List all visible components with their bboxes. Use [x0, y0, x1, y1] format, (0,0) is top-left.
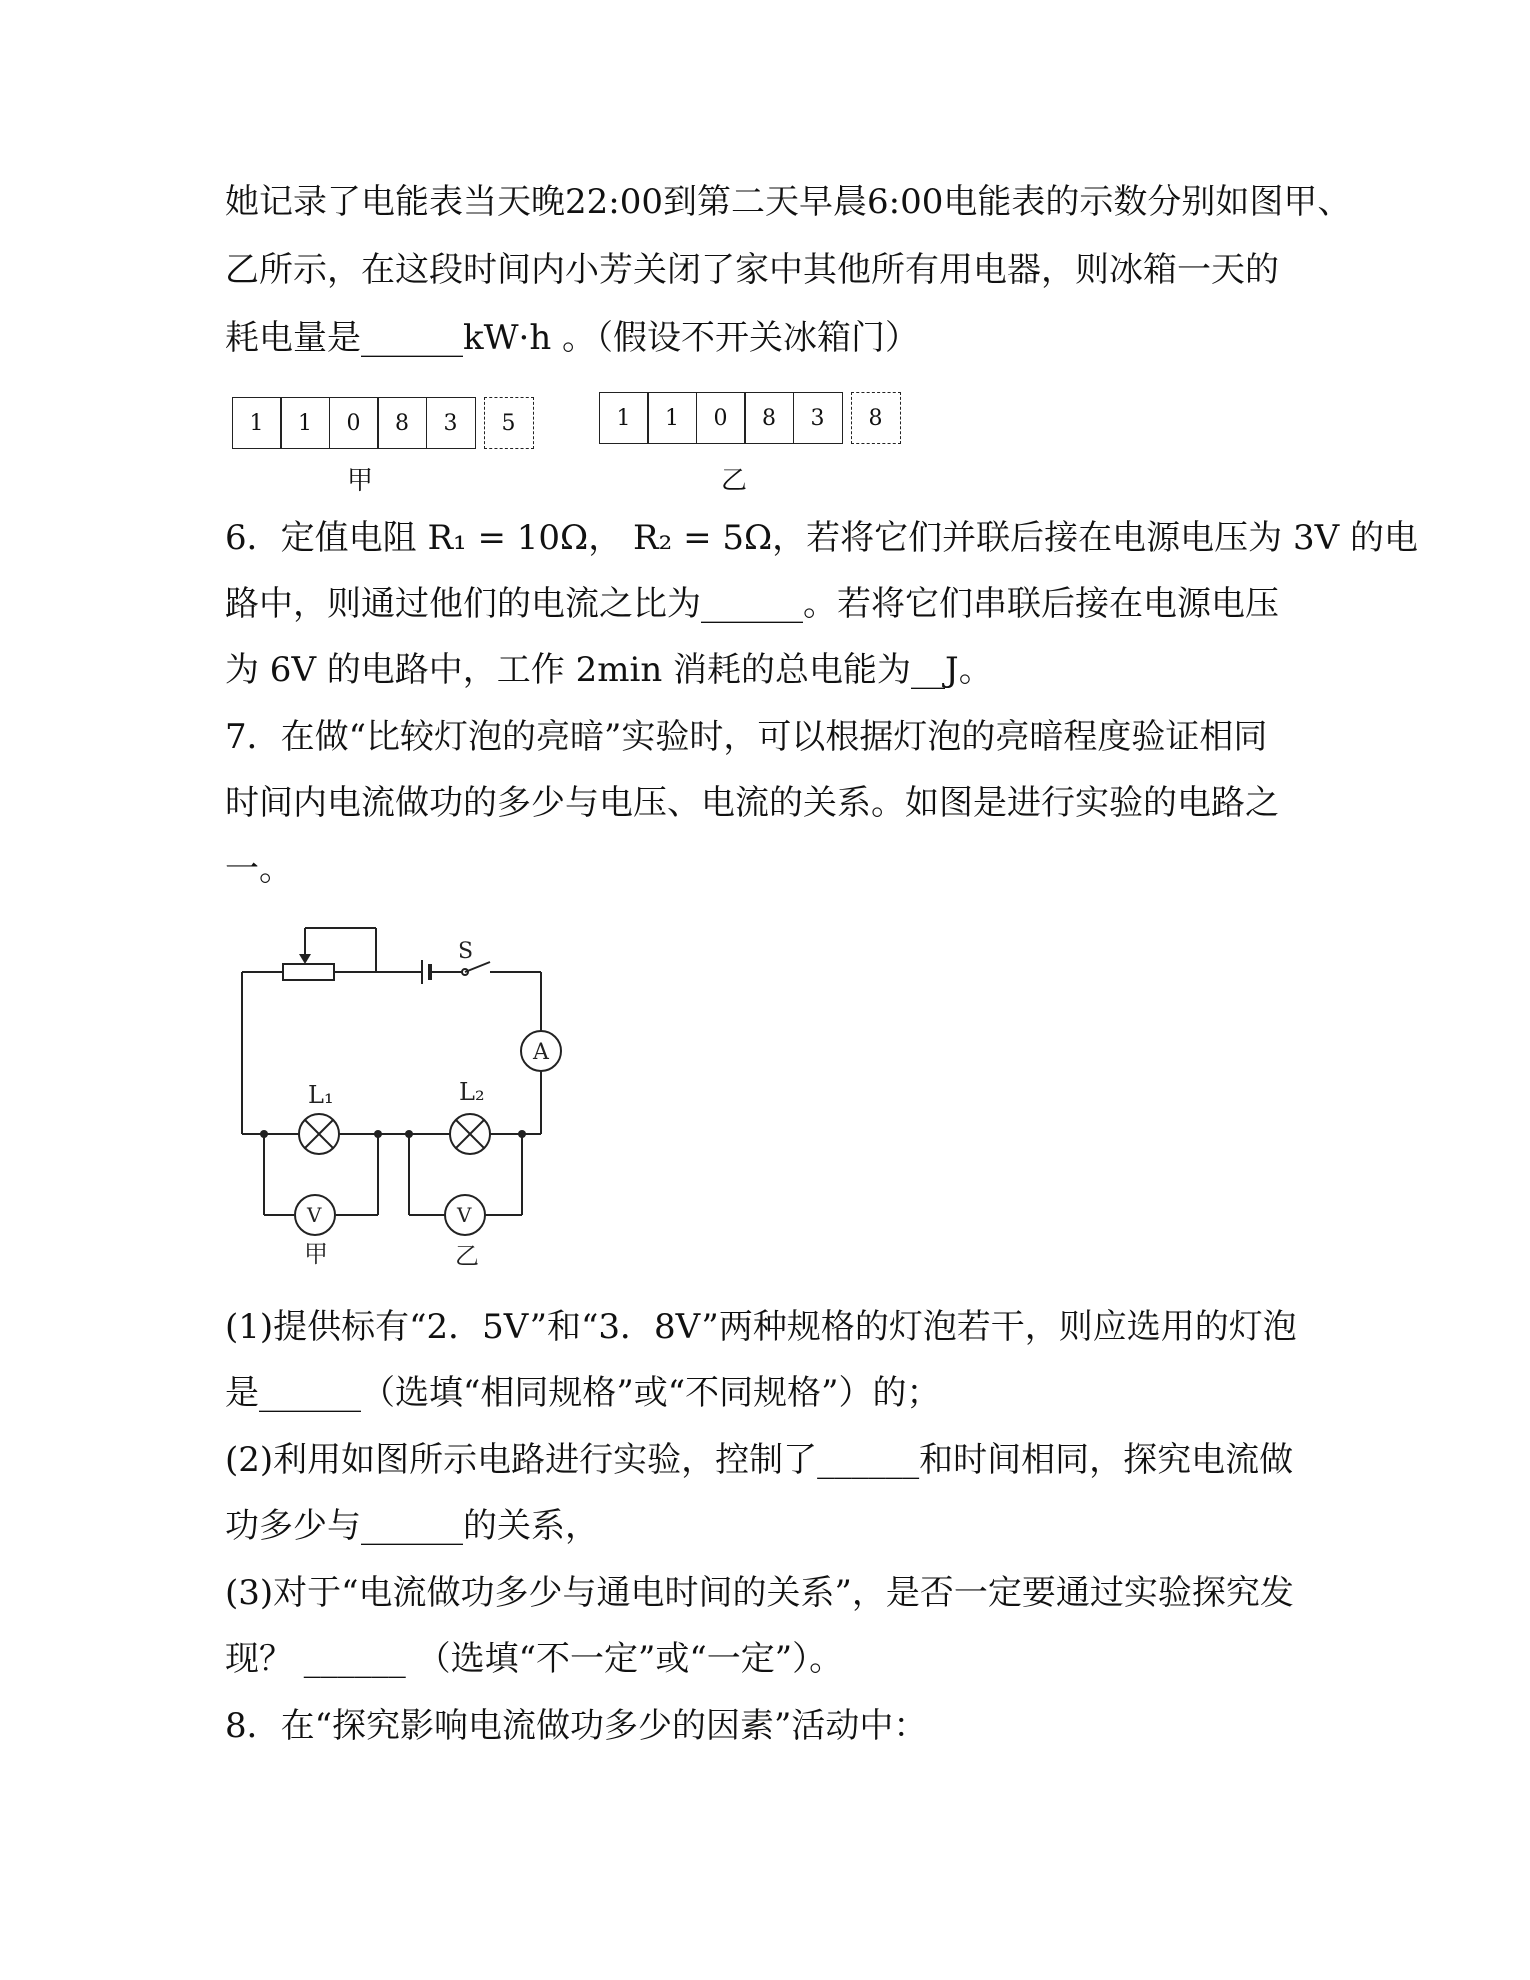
voltmeter-jia-caption: 甲: [304, 1240, 328, 1268]
q7-part1-line-2: 是______（选填“相同规格”或“不同规格”）的；: [225, 1373, 941, 1413]
q7-part2-line-2: 功多少与______的关系，: [225, 1506, 599, 1546]
meter-digit: 3: [426, 397, 476, 449]
q7-part3-line-2: 现？ ______ （选填“不一定”或“一定”）。: [225, 1639, 844, 1679]
q5-line-2: 乙所示，在这段时间内小芳关闭了家中其他所有用电器，则冰箱一天的: [225, 250, 1279, 290]
meter-decimal-digit: 5: [484, 397, 534, 449]
voltmeter-yi-caption: 乙: [455, 1242, 479, 1270]
rheostat-slider-arrow: [299, 928, 311, 964]
q8-line-1: 8．在“探究影响电流做功多少的因素”活动中：: [225, 1706, 928, 1746]
lamp-l1-symbol: [299, 1114, 339, 1154]
battery-symbol: [422, 960, 438, 984]
q7-part1-line-1: (1)提供标有“2．5V”和“3．8V”两种规格的灯泡若干，则应选用的灯泡: [225, 1307, 1297, 1347]
meter-label-yi: 乙: [721, 466, 748, 496]
meter-decimal-digit: 8: [851, 392, 901, 444]
q6-line-2: 路中，则通过他们的电流之比为______。若将它们串联后接在电源电压: [225, 584, 1279, 624]
q7-part3-line-1: (3)对于“电流做功多少与通电时间的关系”，是否一定要通过实验探究发: [225, 1573, 1294, 1613]
q6-line-1: 6．定值电阻 R₁ = 10Ω， R₂ = 5Ω，若将它们并联后接在电源电压为 3V 的电: [225, 518, 1418, 558]
q7-line-2: 时间内电流做功的多少与电压、电流的关系。如图是进行实验的电路之: [225, 783, 1279, 823]
rheostat: [283, 964, 334, 980]
meter-digit: 0: [696, 392, 746, 444]
meter-digit: 1: [280, 397, 330, 449]
q6-line-3: 为 6V 的电路中，工作 2min 消耗的总电能为__J。: [225, 650, 993, 690]
q7-line-1: 7．在做“比较灯泡的亮暗”实验时，可以根据灯泡的亮暗程度验证相同: [225, 717, 1268, 757]
lamp-l2-label: L₂: [459, 1078, 485, 1106]
ammeter-label: A: [533, 1040, 549, 1065]
meter-digit: 8: [377, 397, 427, 449]
meter-digit: 3: [793, 392, 843, 444]
lamp-l1-label: L₁: [308, 1081, 334, 1109]
meter-digit: 1: [232, 397, 282, 449]
lamp-l2-symbol: [450, 1114, 490, 1154]
meter-digit: 0: [329, 397, 379, 449]
meter-digit: 1: [647, 392, 697, 444]
voltmeter-yi-label: V: [457, 1203, 472, 1227]
voltmeter-jia-label: V: [307, 1203, 322, 1227]
q7-part2-line-1: (2)利用如图所示电路进行实验，控制了______和时间相同，探究电流做: [225, 1440, 1294, 1480]
meter-digit: 1: [599, 392, 649, 444]
q5-line-3: 耗电量是______kW·h 。（假设不开关冰箱门）: [225, 318, 920, 358]
meter-digit: 8: [744, 392, 794, 444]
meter-label-jia: 甲: [347, 466, 374, 496]
q5-line-1: 她记录了电能表当天晚22:00到第二天早晨6:00电能表的示数分别如图甲、: [225, 182, 1352, 222]
q7-line-3: 一。: [225, 849, 293, 889]
switch-label: S: [458, 939, 474, 964]
